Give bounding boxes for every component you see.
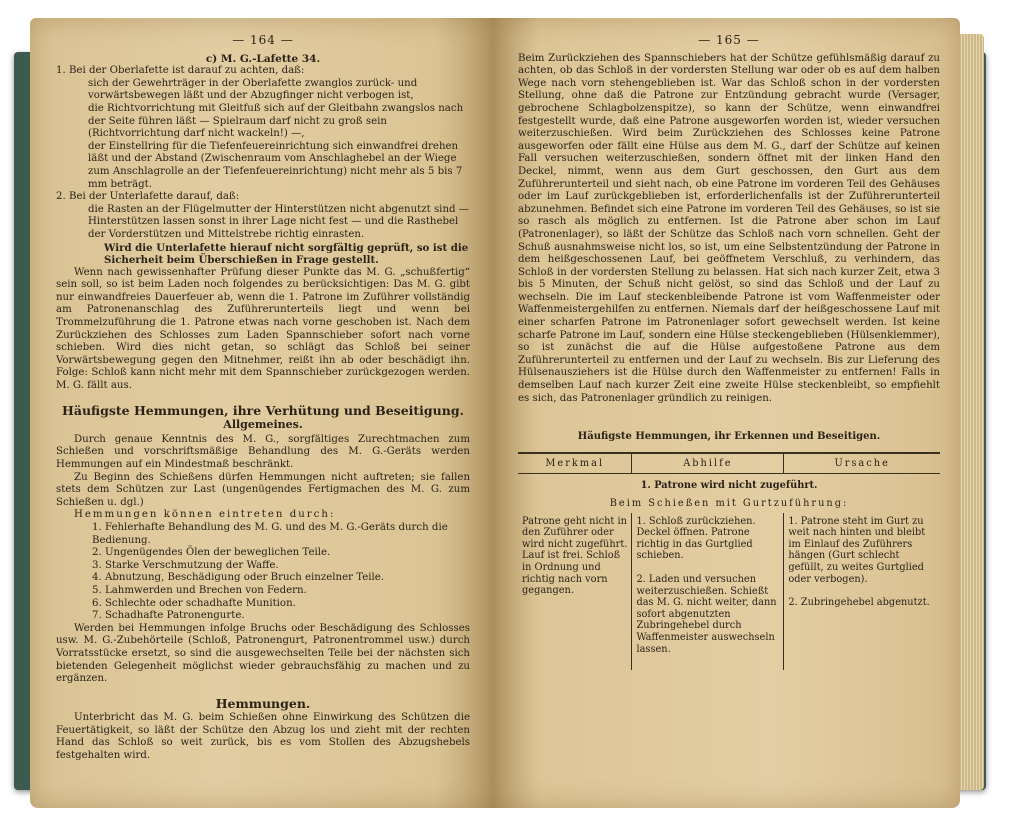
paragraph: Wenn nach gewissenhafter Prüfung dieser Punkte das M. G. „schußfertig“ sein soll, so ist beim Laden noch folgendes zu berücksichtigen: Das M. G. gibt nur einwandfreies Dauerfeuer ab, wenn die 1. Patrone im Zuführer vollständig am Patronenanschlag des Zuführerunterteils liegt und wenn bei Trommelzuführung die 1. Patrone etwas nach vorne geschoben ist. Nach dem Zurückziehen des Schlosses zum Laden Spannschieber sofort nach vorne schieben. Wird dies nicht getan, so schlägt das Schloß bei seiner Vorwärtsbewegung gegen den Mitnehmer, reißt ihn ab oder beschädigt ihn. Folge: Schloß kann nicht mehr mit dem Spannschieber zurückgezogen werden. M. G. fällt aus. xyxy=(56,266,470,392)
cell-text: 1. Patrone steht im Gurt zu weit nach hinten und bleibt im Einlauf des Zuführers hängen (Gurt schlecht gefüllt, zu weites Gurtglied oder verbogen). xyxy=(788,515,926,585)
paragraph: Beim Zurückziehen des Spannschiebers hat der Schütze gefühlsmäßig darauf zu achten, ob das Schloß in der vordersten Stellung war oder ob es auf dem halben Wege nach vorn stehengeblieben ist. War das Schloß schon in der vordersten Stellung, ohne daß die Patrone zur Entzündung gebracht wurde (Versager, gebrochene Schlagbolzenspitze), so kann der Schütze, wenn einwandfrei festgestellt wurde, daß eine Patrone ausgeworfen worden ist, wieder versuchen weiterzuschießen. Wird beim Zurückziehen des Schlosses keine Patrone ausgeworfen oder fällt eine Hülse aus dem M. G., darf der Schütze auf keinen Fall versuchen weiterzuschießen, sondern öffnet mit der linken Hand den Deckel, nimmt, wenn aus dem Gurt geschossen, den Gurt aus dem Zuführerunterteil und sieht nach, ob eine Patrone im vorderen Teil des Gehäuses oder im Lauf zurückgeblieben ist, erforderlichenfalls ist der Zuführerunterteil abzunehmen. Befindet sich eine Patrone im vorderen Teil des Gehäuses, so ist sie so rasch als möglich zu entfernen. Ist die Patrone aber schon im Lauf (Patronenlager), so läßt der Schütze das Schloß nach vorn schnellen. Geht der Schuß ausnahmsweise nicht los, so ist, um eine Selbstentzündung der Patrone in dem heißgeschossenen Lauf, bei geöffnetem Verschluß, zu verhindern, das Schloß in der vordersten Stellung zu belassen. Hat sich nach kurzer Zeit, etwa 3 bis 5 Minuten, der Schuß nicht gelöst, so sind das Schloß und der Lauf zu wechseln. Die im Lauf steckenbleibende Patrone ist vom Waffenmeister oder Waffenmeistergehilfen zu entfernen. Niemals darf der heißgeschossene Lauf mit einer scharfen Patrone im Patronenlager sofort gewechselt werden. Ist keine scharfe Patrone im Lauf, sondern eine Hülse steckengeblieben (Hülsenklemmer), so ist zunächst die auf die Hülse aufgestoßene Patrone aus dem Zuführerunterteil zu entfernen und der Lauf zu wechseln. Bis zur Lieferung des Hülsenausziehers ist die Hülse durch den Waffenmeister zu entfernen! Falls in demselben Lauf nach kurzer Zeit eine zweite Hülse steckenbleibt, so empfiehlt es sich, das Patronenlager gründlich zu reinigen. xyxy=(518,52,940,404)
paragraph: Zu Beginn des Schießens dürfen Hemmungen nicht auftreten; sie fallen stets dem Schützen zur Last (ungenügendes Fertigmachen des M. G. zum Schießen u. dgl.) xyxy=(56,471,470,508)
list-item: 3. Starke Verschmutzung der Waffe. xyxy=(92,559,279,571)
list-item: sich der Gewehrträger in der Oberlafette zwanglos zurück- und vorwärtsbewegen läßt und der Abzugfinger nicht verbogen ist, xyxy=(88,77,418,102)
list-item: Wird die Unterlafette hierauf nicht sorgfältig geprüft, so ist die Sicherheit beim Überschießen in Frage gestellt. xyxy=(104,241,469,267)
table-header: Ursache xyxy=(784,453,940,474)
page-number: — 165 — xyxy=(698,33,760,47)
list-item: 6. Schlechte oder schadhafte Munition. xyxy=(92,597,296,609)
list-item: 7. Schadhafte Patronengurte. xyxy=(92,610,245,622)
paragraph: Hemmungen können eintreten durch: xyxy=(74,509,336,521)
paragraph: Unterbricht das M. G. beim Schießen ohne Einwirkung des Schützen die Feuertätigkeit, so läßt der Schütze den Abzug los und zieht mit der rechten Hand das Schloß so weit zurück, bis es vom Stollen des Abzugshebels festgehalten wird. xyxy=(56,712,470,762)
list-item: 2. Ungenügendes Ölen der beweglichen Teile. xyxy=(92,547,331,559)
table-cell xyxy=(784,513,940,671)
list-item: 2. Bei der Unterlafette darauf, daß: xyxy=(56,191,240,203)
paragraph: Durch genaue Kenntnis des M. G., sorgfältiges Zurechtmachen zum Schießen und vorschriftsmäßige Behandlung des M. G.-Geräts werden Hemmungen auf ein Mindestmaß beschränkt. xyxy=(56,433,470,470)
paragraph: Werden bei Hemmungen infolge Bruchs oder Beschädigung des Schlosses usw. M. G.-Zubehörteile (Schloß, Patronengurt, Patronentrommel usw.) durch Vorratsstücke ersetzt, so sind die ausgewechselten Teile bei der nächsten sich bietenden Gelegenheit möglichst wieder gebrauchsfähig zu machen und zu ergänzen. xyxy=(56,622,470,685)
left-page xyxy=(30,18,492,808)
cell-text: 2. Zubringehebel abgenutzt. xyxy=(788,597,930,609)
heading: Häufigste Hemmungen, ihre Verhütung und Beseitigung. xyxy=(62,402,464,418)
table-header: Merkmal xyxy=(518,453,632,474)
list-item: 1. Bei der Oberlafette ist darauf zu achten, daß: xyxy=(56,65,305,77)
table-cell xyxy=(632,513,784,671)
list-item: die Richtvorrichtung mit Gleitfuß sich auf der Gleitbahn zwangslos nach der Seite führen läßt — Spielraum darf nicht zu groß sein (Richtvorrichtung darf nicht wackeln!) —, xyxy=(88,102,464,140)
table-row-title: 1. Patrone wird nicht zugeführt. xyxy=(640,480,818,492)
malfunction-table xyxy=(518,452,940,670)
page-edges xyxy=(958,34,984,790)
cell-text: 2. Laden und versuchen weiterzuschießen. Schießt das M. G. nicht weiter, dann sofort abgenutzten Zubringehebel durch Waffenmeister auswechseln lassen. xyxy=(636,573,777,655)
list-item: die Rasten an der Flügelmutter der Hinterstützen nicht abgenutzt sind — Hinterstützen lassen sonst in ihrer Lage nicht fest — und die Rasthebel der Vorderstützen und Mittelstrebe richtig einrasten. xyxy=(88,203,469,240)
list-item: der Einstellring für die Tiefenfeuereinrichtung sich einwandfrei drehen läßt und der Abstand (Zwischenraum vom Anschlaghebel an der Wiege zum Anschlagrolle an der Tiefenfeuereinrichtung) nicht mehr als 5 bis 7 mm beträgt. xyxy=(88,140,463,190)
list-item: 1. Fehlerhafte Behandlung des M. G. und des M. G.-Geräts durch die Bedienung. xyxy=(92,521,448,546)
table-header: Abhilfe xyxy=(632,453,784,474)
table-title: Häufigste Hemmungen, ihr Erkennen und Beseitigen. xyxy=(577,431,881,443)
table-row-subtitle: Beim Schießen mit Gurtzuführung: xyxy=(609,498,849,509)
page-number: — 164 — xyxy=(232,33,294,47)
table-cell: Patrone geht nicht in den Zuführer oder wird nicht zugeführt. Lauf ist frei. Schloß in Ordnung und richtig nach vorn gegangen. xyxy=(522,515,628,597)
right-page xyxy=(492,18,960,808)
subheading: Allgemeines. xyxy=(223,418,303,432)
section-title: c) M. G.-Lafette 34. xyxy=(205,52,321,65)
list-item: 5. Lahmwerden und Brechen von Federn. xyxy=(92,584,307,596)
heading: Hemmungen. xyxy=(215,695,311,711)
list-item: 4. Abnutzung, Beschädigung oder Bruch einzelner Teile. xyxy=(92,572,385,584)
cell-text: 1. Schloß zurückziehen. Deckel öffnen. Patrone richtig in das Gurtglied schieben. xyxy=(636,515,756,562)
